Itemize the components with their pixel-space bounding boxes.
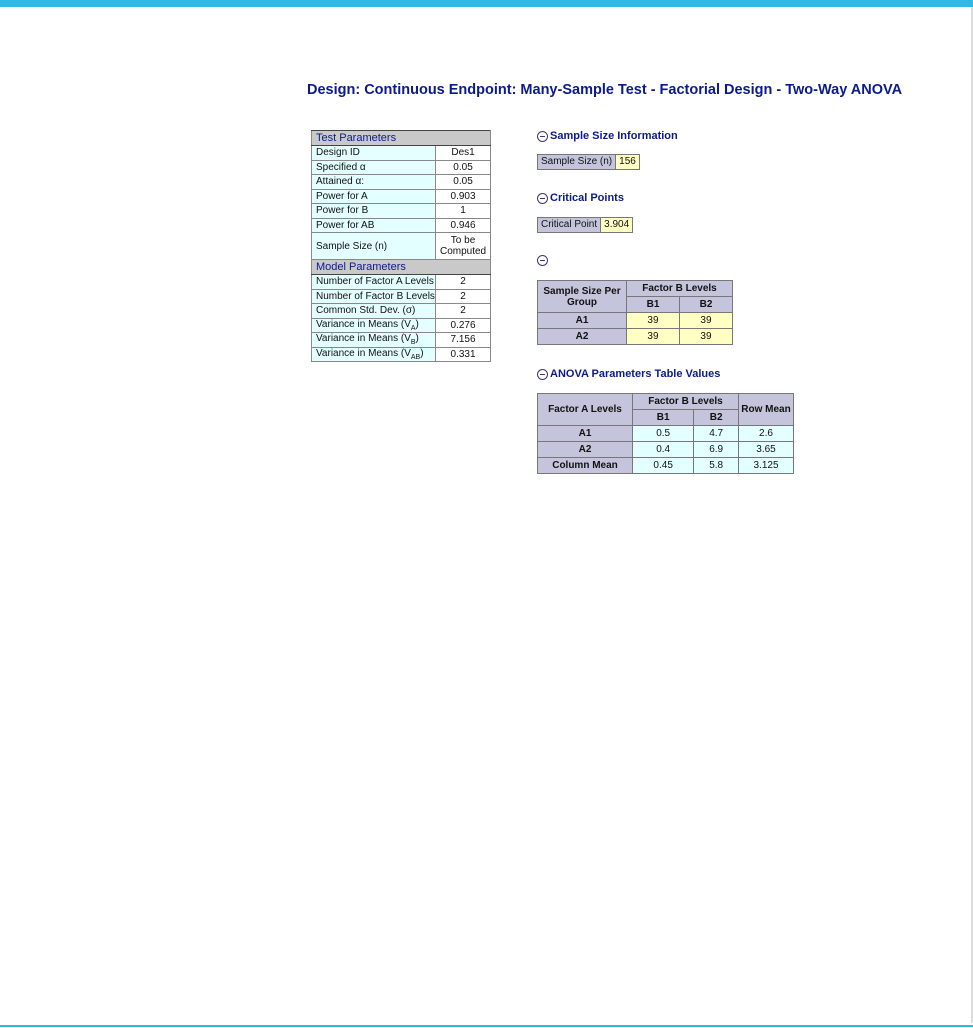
- sample-size-section-header[interactable]: [537, 130, 678, 142]
- param-row: [312, 233, 491, 260]
- param-row: [312, 304, 491, 319]
- param-row: [312, 347, 491, 362]
- row-header: A2: [538, 442, 633, 458]
- param-value: 0.903: [436, 189, 491, 204]
- param-value: 0.331: [436, 347, 491, 362]
- table-cell: 6.9: [694, 442, 739, 458]
- anova-section-header[interactable]: [537, 368, 720, 380]
- table-row: [538, 442, 794, 458]
- sample-size-box: [537, 154, 640, 170]
- anova-section-title: ANOVA Parameters Table Values: [550, 368, 721, 380]
- table-row: [538, 426, 794, 442]
- param-label-text: Variance in Means (V: [316, 333, 411, 345]
- collapse-icon[interactable]: [537, 131, 548, 142]
- param-row: [312, 218, 491, 233]
- sample-size-per-group-section-header[interactable]: [537, 255, 550, 266]
- param-label-end: ): [415, 333, 419, 345]
- test-parameters-header: Test Parameters: [312, 131, 491, 146]
- table-cell: 39: [627, 313, 680, 329]
- param-value: 2: [436, 289, 491, 304]
- param-row: [312, 318, 491, 333]
- critical-point-label: Critical Point: [538, 218, 601, 232]
- param-label-end: ): [415, 318, 419, 330]
- param-row: [312, 160, 491, 175]
- param-label-text: Variance in Means (V: [316, 347, 411, 359]
- param-label: Number of Factor B Levels: [312, 289, 436, 304]
- column-group-header: Factor B Levels: [633, 394, 739, 410]
- row-mean-cell: 2.6: [739, 426, 794, 442]
- row-header: A2: [538, 329, 627, 345]
- param-label: Power for B: [312, 204, 436, 219]
- sample-size-section-title: Sample Size Information: [550, 130, 678, 142]
- collapse-icon[interactable]: [537, 255, 548, 266]
- param-value: To be Computed: [436, 233, 491, 260]
- row-header: A1: [538, 313, 627, 329]
- table-cell: 39: [627, 329, 680, 345]
- param-label: Power for AB: [312, 218, 436, 233]
- table-cell: 39: [679, 313, 732, 329]
- critical-points-section-header[interactable]: [537, 192, 624, 204]
- param-value: 0.276: [436, 318, 491, 333]
- bottom-rule: [0, 1025, 973, 1027]
- model-parameters-header: Model Parameters: [312, 260, 491, 275]
- param-value: 0.05: [436, 175, 491, 190]
- parameters-table: [311, 130, 491, 362]
- table-row: [538, 313, 733, 329]
- table-cell: 39: [679, 329, 732, 345]
- table-cell: 0.4: [633, 442, 694, 458]
- param-value: 2: [436, 304, 491, 319]
- param-value: 7.156: [436, 333, 491, 348]
- collapse-icon[interactable]: [537, 369, 548, 380]
- param-row: [312, 204, 491, 219]
- param-value: 1: [436, 204, 491, 219]
- row-mean-header: Row Mean: [739, 394, 794, 426]
- param-label-subscript: A: [410, 324, 416, 332]
- column-header: B1: [633, 410, 694, 426]
- param-row: [312, 275, 491, 290]
- param-label: Sample Size (n): [312, 233, 436, 260]
- param-label: [312, 318, 436, 333]
- row-mean-cell: 3.65: [739, 442, 794, 458]
- collapse-icon[interactable]: [537, 193, 548, 204]
- param-label-subscript: AB: [410, 353, 421, 361]
- sample-size-per-group-table: [537, 280, 733, 345]
- table-corner-header: Factor A Levels: [538, 394, 633, 426]
- param-label: Common Std. Dev. (σ): [312, 304, 436, 319]
- row-mean-cell: 3.125: [739, 458, 794, 474]
- param-value: 0.946: [436, 218, 491, 233]
- critical-point-value: 3.904: [601, 218, 632, 232]
- param-label-text: Variance in Means (V: [316, 318, 411, 330]
- param-label: Power for A: [312, 189, 436, 204]
- param-label: Attained α:: [312, 175, 436, 190]
- table-cell: 4.7: [694, 426, 739, 442]
- param-label: Specified α: [312, 160, 436, 175]
- table-row: [538, 458, 794, 474]
- param-row: [312, 333, 491, 348]
- critical-point-box: [537, 217, 633, 233]
- table-cell: 5.8: [694, 458, 739, 474]
- critical-points-section-title: Critical Points: [550, 192, 624, 204]
- param-label: Design ID: [312, 146, 436, 161]
- table-cell: 0.45: [633, 458, 694, 474]
- param-value: 2: [436, 275, 491, 290]
- row-header: A1: [538, 426, 633, 442]
- table-cell: 0.5: [633, 426, 694, 442]
- param-label-end: ): [420, 347, 424, 359]
- param-row: [312, 146, 491, 161]
- param-label: [312, 333, 436, 348]
- param-label: [312, 347, 436, 362]
- param-row: [312, 289, 491, 304]
- column-header: B1: [627, 297, 680, 313]
- sample-size-label: Sample Size (n): [538, 155, 616, 169]
- param-value: Des1: [436, 146, 491, 161]
- param-row: [312, 175, 491, 190]
- table-row: [538, 329, 733, 345]
- param-label: Number of Factor A Levels: [312, 275, 436, 290]
- param-value: 0.05: [436, 160, 491, 175]
- column-group-header: Factor B Levels: [627, 281, 733, 297]
- sample-size-value: 156: [616, 155, 639, 169]
- row-header: Column Mean: [538, 458, 633, 474]
- table-corner-header: Sample Size Per Group: [538, 281, 627, 313]
- param-label-subscript: B: [410, 339, 416, 347]
- top-accent-bar: [0, 0, 973, 7]
- column-header: B2: [679, 297, 732, 313]
- page-title: Design: Continuous Endpoint: Many-Sample Test - Factorial Design - Two-Way ANOVA: [307, 82, 903, 98]
- column-header: B2: [694, 410, 739, 426]
- anova-parameters-table: [537, 393, 794, 474]
- param-row: [312, 189, 491, 204]
